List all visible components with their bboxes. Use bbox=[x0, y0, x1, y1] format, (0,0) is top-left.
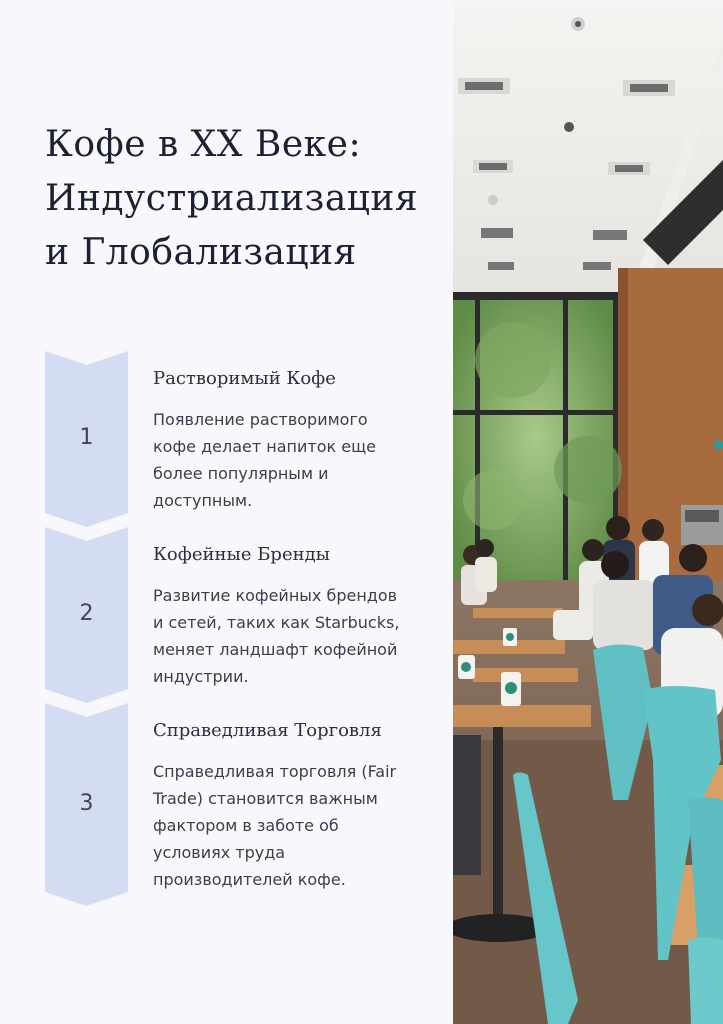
step-description: Развитие кофейных брендов и сетей, таких как Starbucks, меняет ландшафт кофейной индустрии. bbox=[153, 586, 400, 686]
step-heading: Растворимый Кофе bbox=[153, 368, 336, 389]
step-heading: Кофейные Бренды bbox=[153, 544, 331, 565]
timeline-step-1 bbox=[45, 351, 425, 527]
step-number: 1 bbox=[79, 425, 94, 450]
timeline-step-2 bbox=[45, 527, 425, 703]
step-number: 3 bbox=[79, 791, 94, 816]
step-description: Появление растворимого кофе делает напиток еще более популярным и доступным. bbox=[153, 410, 376, 510]
page-title: Кофе в XX Веке: Индустриализация и Глобализация bbox=[45, 124, 419, 273]
cafe-photo bbox=[453, 0, 723, 1024]
step-description: Справедливая торговля (Fair Trade) становится важным фактором в заботе об условиях труда производителей кофе. bbox=[153, 762, 397, 889]
step-heading: Справедливая Торговля bbox=[153, 720, 382, 741]
timeline-step-3 bbox=[45, 703, 425, 906]
step-number: 2 bbox=[79, 601, 94, 626]
